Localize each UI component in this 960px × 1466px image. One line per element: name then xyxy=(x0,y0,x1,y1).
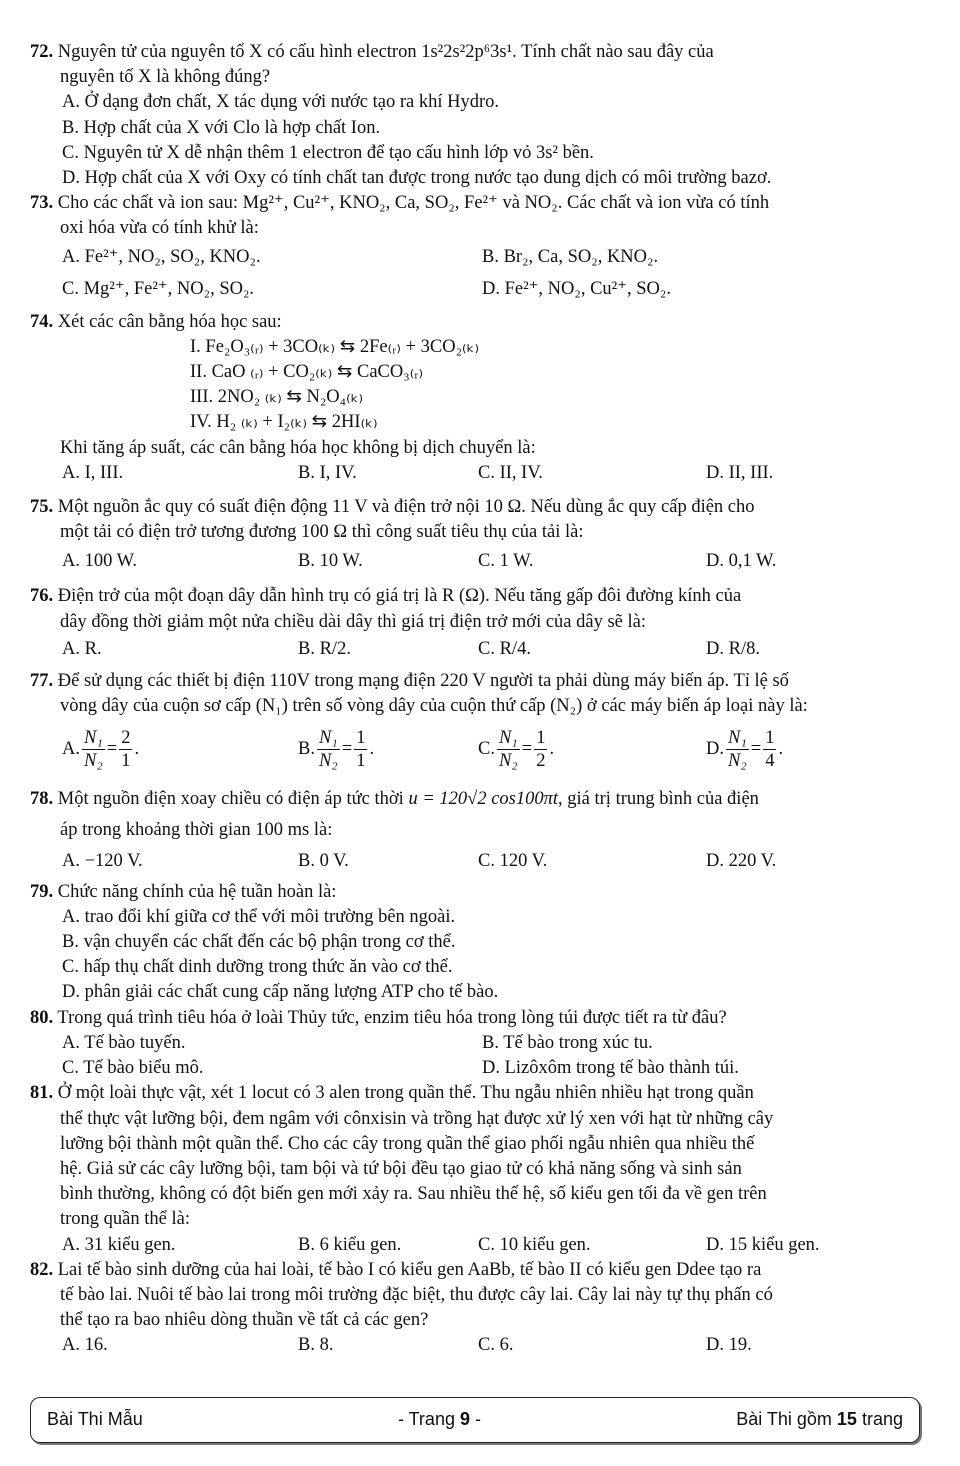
option-a: A. R. xyxy=(62,639,102,660)
question-stem: Điện trở của một đoạn dây dẫn hình trụ có giá trị là R (Ω). Nếu tăng gấp đôi đường kính của xyxy=(57,586,742,607)
option-c: C. 6. xyxy=(478,1335,514,1356)
option-a: A. 16. xyxy=(62,1335,108,1356)
question-number: 72. xyxy=(30,42,54,62)
option-c: C. 120 V. xyxy=(478,851,548,872)
fraction: $\frac{\text{N₁}}{\text{N₂}}$ xyxy=(498,727,518,771)
question-77 xyxy=(30,669,920,779)
option-a: A. Tế bào tuyến. xyxy=(62,1032,186,1053)
question-72 xyxy=(30,40,920,191)
question-stem-cont: thể tạo ra bao nhiêu dòng thuần về tất cả các gen? xyxy=(60,1310,429,1331)
option-d: D. R/8. xyxy=(706,639,760,660)
option-c: C. 1 W. xyxy=(478,551,534,572)
option-d: D. Fe²⁺, NO₂, Cu²⁺, SO₂. xyxy=(482,279,671,300)
option-a: A. −120 V. xyxy=(62,851,143,872)
equation-1: I. Fe₂O₃₍ᵣ₎ + 3CO₍ₖ₎ ⇆ 2Fe₍ᵣ₎ + 3CO₂₍ₖ₎ xyxy=(190,336,479,357)
option-d: D. 15 kiểu gen. xyxy=(706,1234,820,1255)
option-b: B. 10 W. xyxy=(298,551,363,572)
option-a: A. Ở dạng đơn chất, X tác dụng với nước tạo ra khí Hydro. xyxy=(62,92,500,113)
option-c: C. 10 kiểu gen. xyxy=(478,1234,591,1255)
option-a: A. Fe²⁺, NO₂, SO₂, KNO₂. xyxy=(62,247,261,268)
question-74 xyxy=(30,310,920,486)
footer-total-pages: Bài Thi gồm 15 trang xyxy=(736,1409,903,1430)
exam-page xyxy=(30,40,920,1359)
option-b: B. 0 V. xyxy=(298,851,349,872)
question-80 xyxy=(30,1006,920,1082)
question-73 xyxy=(30,191,920,305)
fraction: $\frac{\text{N₁}}{\text{N₂}}$ xyxy=(318,727,338,771)
option-c: C. $\frac{\text{N₁}}{\text{N₂}}$ = $\frac{1}{2}$ . xyxy=(478,727,555,771)
question-stem-cont: thể thực vật lưỡng bội, đem ngâm với cônxisin và trồng hạt được xử lý xen với hạt từ những cây xyxy=(60,1108,774,1129)
question-number: 74. xyxy=(30,311,54,332)
question-stem: Trong quá trình tiêu hóa ở loài Thủy tức, enzim tiêu hóa trong lòng túi được tiết ra từ đâu? xyxy=(57,1007,727,1028)
fraction: $\frac{1}{1}$ xyxy=(356,727,366,771)
option-b: B. 6 kiểu gen. xyxy=(298,1234,402,1255)
option-a: A. $\frac{\text{N₁}}{\text{N₂}}$ = $\frac{2}{1}$ . xyxy=(62,727,140,771)
option-c: C. R/4. xyxy=(478,639,531,660)
question-76 xyxy=(30,584,920,664)
question-stem: Cho các chất và ion sau: Mg²⁺, Cu²⁺, KNO₂, Ca, SO₂, Fe²⁺ và NO₂. Các chất và ion vừa có tính xyxy=(57,193,770,214)
question-number: 73. xyxy=(30,193,54,214)
equation-4: IV. H₂ ₍ₖ₎ + I₂₍ₖ₎ ⇆ 2HI₍ₖ₎ xyxy=(190,412,378,433)
option-b: B. Br₂, Ca, SO₂, KNO₂. xyxy=(482,247,659,268)
question-number: 80. xyxy=(30,1007,54,1028)
question-stem: Nguyên tử của nguyên tố X có cấu hình electron 1s²2s²2p⁶3s¹. Tính chất nào sau đây của xyxy=(57,42,714,62)
option-a: A. trao đổi khí giữa cơ thể với môi trường bên ngoài. xyxy=(62,906,456,927)
option-c: C. Tế bào biểu mô. xyxy=(62,1058,204,1079)
option-c: C. Mg²⁺, Fe²⁺, NO₂, SO₂. xyxy=(62,279,255,300)
option-b: B. 8. xyxy=(298,1335,334,1356)
fraction: $\frac{\text{N₁}}{\text{N₂}}$ xyxy=(728,727,747,771)
option-c: C. hấp thụ chất dinh dưỡng trong thức ăn vào cơ thể. xyxy=(62,957,453,978)
footer-title: Bài Thi Mẫu xyxy=(47,1409,143,1430)
question-81 xyxy=(30,1081,920,1257)
question-number: 81. xyxy=(30,1083,54,1104)
question-stem-cont: bình thường, không có đột biến gen mới xảy ra. Sau nhiều thế hệ, số kiểu gen tối đa về gen trên xyxy=(60,1184,767,1205)
option-d: D. phân giải các chất cung cấp năng lượng ATP cho tế bào. xyxy=(62,982,499,1003)
question-stem-cont: vòng dây của cuộn sơ cấp (N₁) trên số vòng dây của cuộn thứ cấp (N₂) ở các máy biến áp loại này là: xyxy=(60,696,808,717)
question-number: 76. xyxy=(30,586,54,607)
question-stem: Một nguồn điện xoay chiều có điện áp tức thời xyxy=(57,789,404,810)
question-stem: Chức năng chính của hệ tuần hoàn là: xyxy=(57,881,337,902)
question-82 xyxy=(30,1258,920,1359)
option-b: B. vận chuyển các chất đến các bộ phận trong cơ thể. xyxy=(62,932,456,953)
question-stem-cont: áp trong khoảng thời gian 100 ms là: xyxy=(60,820,333,841)
option-a: A. I, III. xyxy=(62,462,124,483)
option-d: D. Lizôxôm trong tế bào thành túi. xyxy=(482,1058,739,1079)
question-stem-cont: lưỡng bội thành một quần thể. Cho các cây trong quần thể giao phối ngẫu nhiên qua nhiều thế xyxy=(60,1133,755,1154)
option-b: B. I, IV. xyxy=(298,462,357,483)
question-75 xyxy=(30,495,920,578)
question-number: 75. xyxy=(30,497,54,518)
question-stem: Lai tế bào sinh dưỡng của hai loài, tế bào I có kiểu gen AaBb, tế bào II có kiểu gen Ddee tạo ra xyxy=(57,1259,762,1280)
option-a: A. 31 kiểu gen. xyxy=(62,1234,176,1255)
question-stem: Để sử dụng các thiết bị điện 110V trong mạng điện 220 V người ta phải dùng máy biến áp. Tỉ lệ số xyxy=(57,670,789,691)
question-stem: Xét các cân bằng hóa học sau: xyxy=(57,311,282,332)
question-ask: Khi tăng áp suất, các cân bằng hóa học không bị dịch chuyển là: xyxy=(60,437,536,458)
equation-2: II. CaO ₍ᵣ₎ + CO₂₍ₖ₎ ⇆ CaCO₃₍ᵣ₎ xyxy=(190,362,424,383)
fraction: $\frac{\text{N₁}}{\text{N₂}}$ xyxy=(84,727,103,771)
fraction: $\frac{2}{1}$ xyxy=(121,727,131,771)
question-stem-cont: một tải có điện trở tương đương 100 Ω thì công suất tiêu thụ của tải là: xyxy=(60,522,584,543)
question-stem-cont: trong quần thể là: xyxy=(60,1209,190,1230)
option-d: D. 19. xyxy=(706,1335,752,1356)
question-number: 79. xyxy=(30,881,54,902)
option-d: D. 0,1 W. xyxy=(706,551,777,572)
question-stem-cont: tế bào lai. Nuôi tế bào lai trong môi trường đặc biệt, thu được cây lai. Cây lai này tự thụ phấn có xyxy=(60,1284,773,1305)
fraction: $\frac{1}{4}$ xyxy=(765,727,775,771)
equation-3: III. 2NO₂ ₍ₖ₎ ⇆ N₂O₄₍ₖ₎ xyxy=(190,387,364,408)
option-d: D. $\frac{\text{N₁}}{\text{N₂}}$ = $\frac{1}{4}$ . xyxy=(706,727,784,771)
option-d: D. Hợp chất của X với Oxy có tính chất tan được trong nước tạo dung dịch có môi trường bazơ. xyxy=(62,168,772,189)
option-b: B. R/2. xyxy=(298,639,351,660)
question-78: 78. Một nguồn điện xoay chiều có điện áp tức thời u = 120√2 cos100πt, giá trị trung bình của điện áp trong khoảng thời gian 100 ms là: A. −120 V. B. 0 V. C. 120 V. D. 220 V. xyxy=(30,787,920,879)
page-footer xyxy=(30,1397,920,1443)
option-b: B. Hợp chất của X với Clo là hợp chất Ion. xyxy=(62,117,381,138)
formula: u = 120√2 cos100πt xyxy=(408,789,559,810)
option-b: B. $\frac{\text{N₁}}{\text{N₂}}$ = $\frac{1}{1}$ . xyxy=(298,727,375,771)
question-79 xyxy=(30,880,920,1006)
option-a: A. 100 W. xyxy=(62,551,138,572)
question-number: 78. xyxy=(30,789,54,810)
footer-page-number: - Trang 9 - xyxy=(397,1409,481,1430)
option-d: D. 220 V. xyxy=(706,851,777,872)
option-c: C. Nguyên tử X dễ nhận thêm 1 electron để tạo cấu hình lớp vỏ 3s² bền. xyxy=(62,142,594,163)
option-d: D. II, III. xyxy=(706,462,774,483)
option-b: B. Tế bào trong xúc tu. xyxy=(482,1032,653,1053)
question-number: 82. xyxy=(30,1259,54,1280)
question-stem-cont: hệ. Giả sử các cây lưỡng bội, tam bội và tứ bội đều tạo giao tử có khả năng sống và sinh sản xyxy=(60,1158,742,1179)
question-stem-cont: dây đồng thời giảm một nửa chiều dài dây thì giá trị điện trở mới của dây sẽ là: xyxy=(60,611,647,632)
question-stem: Một nguồn ắc quy có suất điện động 11 V và điện trở nội 10 Ω. Nếu dùng ắc quy cấp điện cho xyxy=(57,497,755,518)
question-stem: Ở một loài thực vật, xét 1 locut có 3 alen trong quần thể. Thu ngẫu nhiên nhiều hạt trong quần xyxy=(57,1083,754,1104)
question-number: 77. xyxy=(30,670,54,691)
fraction: $\frac{1}{2}$ xyxy=(536,727,546,771)
question-stem-cont: nguyên tố X là không đúng? xyxy=(60,67,271,88)
option-c: C. II, IV. xyxy=(478,462,543,483)
question-stem-cont: oxi hóa vừa có tính khử là: xyxy=(60,218,259,239)
